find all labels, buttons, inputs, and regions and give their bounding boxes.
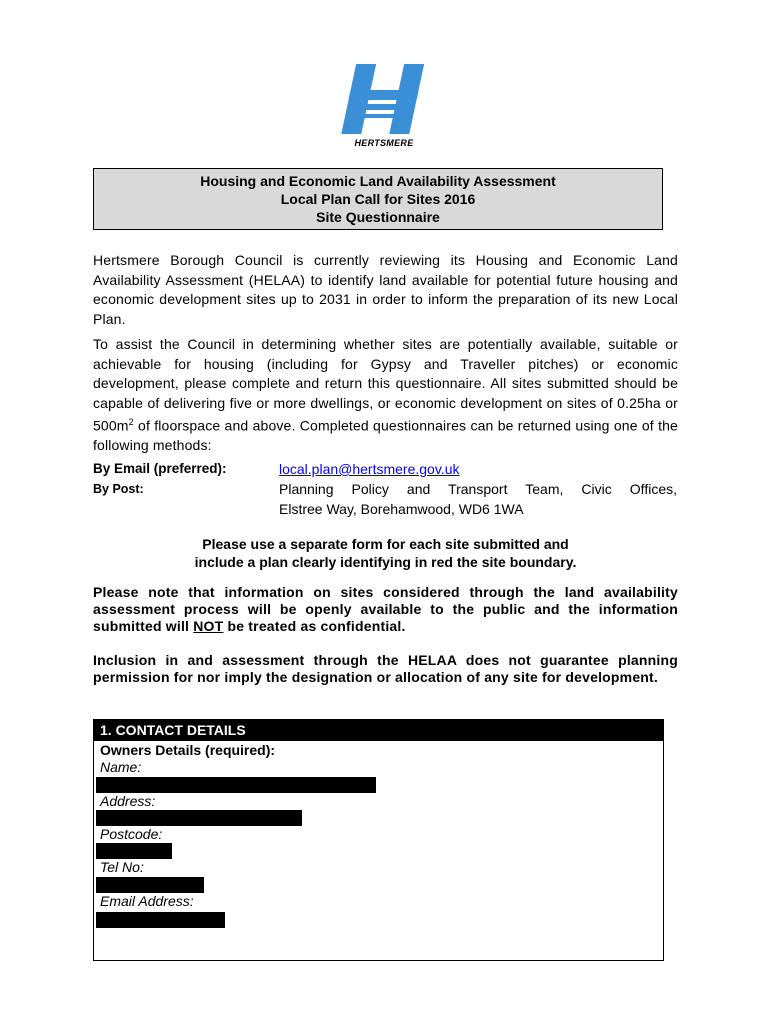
postal-address-line-1: Planning Policy and Transport Team, Civic Offices, [279,481,677,497]
postcode-label: Postcode: [100,826,163,842]
intro-paragraph-1: Hertsmere Borough Council is currently reviewing its Housing and Economic Land Availability Assessment (HELAA) to identify land available for potential future housing and economic development sites up to 2031 in order to inform the preparation of its new Local Plan. [93,252,678,327]
postcode-field-redacted[interactable] [96,843,172,859]
tel-field-redacted[interactable] [96,877,204,893]
confidentiality-text-b: be treated as confidential. [223,618,406,634]
name-label: Name: [100,759,142,775]
owners-details-label: Owners Details (required): [100,742,276,758]
email-address-label: Email Address: [100,893,194,909]
title-line-3: Site Questionnaire [316,209,440,225]
email-link[interactable]: local.plan@hertsmere.gov.uk [279,461,460,477]
address-field-redacted[interactable] [96,810,302,826]
intro-paragraph-2 [93,335,678,456]
separate-form-notice [93,535,678,571]
notice-line-1: Please use a separate form for each site submitted and [202,536,569,552]
tel-label: Tel No: [100,859,144,875]
contact-details-header: 1. CONTACT DETAILS [94,720,663,741]
title-line-1: Housing and Economic Land Availability Assessment [200,173,556,189]
title-box [93,168,663,230]
confidentiality-emphasis: NOT [193,618,224,634]
email-method-label: By Email (preferred): [93,461,227,476]
address-label: Address: [100,793,156,809]
postal-address [279,479,677,519]
post-method-label: By Post: [93,482,144,496]
name-field-redacted[interactable] [96,777,376,793]
logo-text: HERTSMERE [354,138,414,148]
title-line-2: Local Plan Call for Sites 2016 [280,191,476,207]
confidentiality-text-a: Please note that information on sites considered through the land availability assessment process will be openly available to the public and the information submitted will [93,584,678,634]
contact-details-section [93,719,664,961]
inclusion-notice: Inclusion in and assessment through the HELAA does not guarantee planning permission for nor imply the designation or allocation of any site for development. [93,652,678,685]
notice-line-2: include a plan clearly identifying in red the site boundary. [194,554,577,570]
intro-p2-text-a: To assist the Council in determining whether sites are potentially available, suitable or achievable for housing (including for Gypsy and Traveller pitches) or economic development, please complete and return this questionnaire. All sites submitted should be capable of delivering five or more dwellings, or economic development on sites of 0.25ha or 500m [93,336,678,434]
intro-p2-text-b: of floorspace and above. Completed questionnaires can be returned using one of the following methods: [93,417,678,454]
email-field-redacted[interactable] [96,912,225,928]
confidentiality-notice [93,584,678,635]
intro-p2-superscript: 2 [128,417,134,427]
postal-address-line-2: Elstree Way, Borehamwood, WD6 1WA [279,501,524,517]
